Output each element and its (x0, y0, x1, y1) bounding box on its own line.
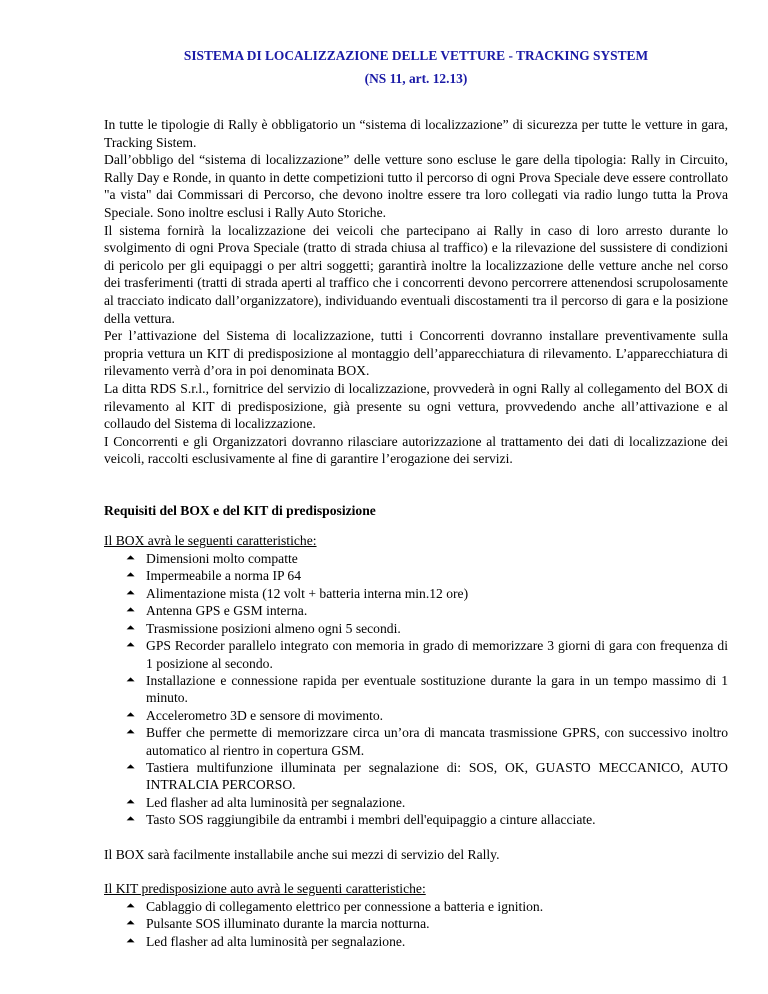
list-item: ⏶ Led flasher ad alta luminosità per segnalazione. (126, 933, 406, 949)
document-page (104, 44, 728, 950)
kit-features-lead: Il KIT predisposizione auto avrà le seguenti caratteristiche: (104, 881, 426, 897)
caret-up-icon: ⏶ (126, 708, 135, 721)
intro-section (104, 116, 728, 468)
caret-up-icon: ⏶ (126, 899, 135, 912)
intro-paragraph: La ditta RDS S.r.l., fornitrice del servizio di localizzazione, provvederà in ogni Rally al collegamento del BOX di rilevamento al KIT di predisposizione, già presente su ogni vettura, provvedendo anche all’attivazione e al collaudo del Sistema di localizzazione. (104, 380, 728, 432)
list-item: ⏶ Tasto SOS raggiungibile da entrambi i membri dell'equipaggio a cinture allacciate. (126, 812, 596, 828)
box-features-lead: Il BOX avrà le seguenti caratteristiche: (104, 533, 317, 549)
caret-up-icon: ⏶ (126, 673, 135, 686)
section-heading: Requisiti del BOX e del KIT di predisposizione (104, 502, 376, 518)
document-title: SISTEMA DI LOCALIZZAZIONE DELLE VETTURE - TRACKING SYSTEM (183, 48, 649, 63)
box-features-list (104, 550, 728, 829)
list-item: ⏶ Impermeabile a norma IP 64 (126, 568, 302, 584)
intro-paragraph: Dall’obbligo del “sistema di localizzazione” delle vetture sono escluse le gare della tipologia: Rally in Circuito, Rally Day e Ronde, in quanto in dette competizioni tutto il percorso di ogni Prova Speciale deve essere controllato "a vista" dai Commissari di Percorso, che devono inoltre essere tra loro collegati via radio lungo tutta la Prova Speciale. Sono inoltre esclusi i Rally Auto Storiche. (104, 152, 728, 220)
caret-up-icon: ⏶ (126, 795, 135, 808)
list-item: ⏶ Antenna GPS e GSM interna. (126, 603, 308, 619)
list-item: ⏶ Cablaggio di collegamento elettrico per connessione a batteria e ignition. (126, 898, 544, 914)
box-note: Il BOX sarà facilmente installabile anche sui mezzi di servizio del Rally. (104, 846, 500, 862)
caret-up-icon: ⏶ (126, 813, 135, 826)
list-item: ⏶ Tastiera multifunzione illuminata per segnalazione di: SOS, OK, GUASTO MECCANICO, AUTO INTRALCIA PERCORSO. (126, 759, 728, 793)
list-item: ⏶ Alimentazione mista (12 volt + batteria interna min.12 ore) (126, 585, 469, 601)
caret-up-icon: ⏶ (126, 639, 135, 652)
caret-up-icon: ⏶ (126, 760, 135, 773)
list-item: ⏶ Accelerometro 3D e sensore di movimento. (126, 707, 384, 723)
kit-features-list (104, 898, 728, 950)
list-item: ⏶ Trasmissione posizioni almeno ogni 5 secondi. (126, 620, 401, 636)
caret-up-icon: ⏶ (126, 569, 135, 582)
caret-up-icon: ⏶ (126, 604, 135, 617)
list-item: ⏶ Led flasher ad alta luminosità per segnalazione. (126, 794, 406, 810)
intro-paragraph: Per l’attivazione del Sistema di localizzazione, tutti i Concorrenti dovranno installare preventivamente sulla propria vettura un KIT di predisposizione al montaggio dell’apparecchiatura di rilevamento. L’apparecchiatura di rilevamento verrà d’ora in poi denominata BOX. (104, 328, 728, 379)
list-item: ⏶ Buffer che permette di memorizzare circa un’ora di mancata trasmissione GPRS, con successivo inoltro automatico al rientro in copertura GSM. (126, 725, 728, 758)
list-item: ⏶ Pulsante SOS illuminato durante la marcia notturna. (126, 916, 430, 932)
caret-up-icon: ⏶ (126, 934, 135, 947)
caret-up-icon: ⏶ (126, 726, 135, 739)
caret-up-icon: ⏶ (126, 621, 135, 634)
caret-up-icon: ⏶ (126, 917, 135, 930)
caret-up-icon: ⏶ (126, 586, 135, 599)
caret-up-icon: ⏶ (126, 552, 135, 565)
intro-paragraph: Il sistema fornirà la localizzazione dei veicoli che partecipano ai Rally in caso di loro arresto durante lo svolgimento di ogni Prova Speciale (tratto di strada chiusa al traffico) e la rilevazione del sussistere di condizioni di pericolo per gli equipaggi o per altri soggetti; garantirà inoltre la localizzazione delle vetture anche nel corso dei trasferimenti (tratti di strada aperti al traffico che i concorrenti devono percorrere attenendosi scrupolosamente al tracciato indicato dall’organizzatore), individuando eventuali discostamenti tra il percorso di gara e la posizione della vettura. (104, 222, 728, 326)
list-item: ⏶ GPS Recorder parallelo integrato con memoria in grado di memorizzare 3 giorni di gara con frequenza di 1 posizione al secondo. (126, 638, 728, 671)
list-item: ⏶ Dimensioni molto compatte (126, 551, 298, 567)
intro-paragraph: In tutte le tipologie di Rally è obbligatorio un “sistema di localizzazione” di sicurezza per tutte le vetture in gara, Tracking Sistem. (104, 117, 728, 150)
list-item: ⏶ Installazione e connessione rapida per eventuale sostituzione durante la gara in un tempo massimo di 1 minuto. (126, 672, 728, 706)
intro-paragraph: I Concorrenti e gli Organizzatori dovranno rilasciare autorizzazione al trattamento dei dati di localizzazione dei veicoli, raccolti esclusivamente al fine di garantire l’erogazione dei servizi. (104, 433, 728, 467)
document-subtitle: (NS 11, art. 12.13) (364, 71, 468, 86)
